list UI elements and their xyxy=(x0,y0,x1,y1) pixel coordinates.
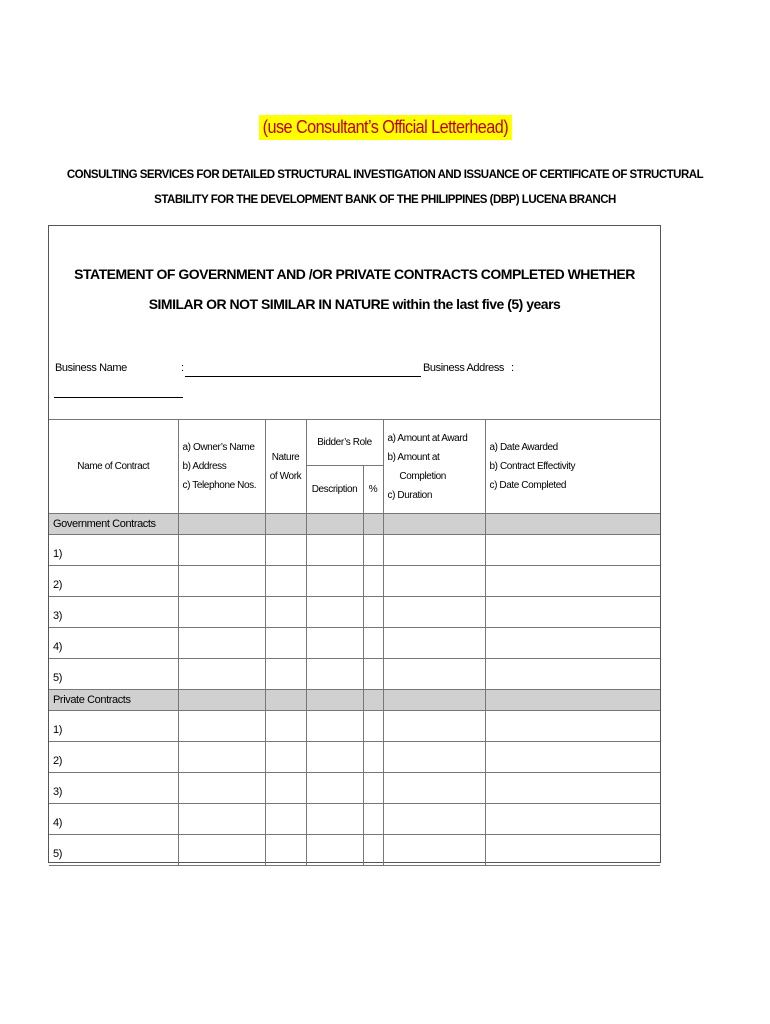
row-number: 4) xyxy=(53,641,62,653)
owner-cell[interactable] xyxy=(178,535,265,566)
amount-cell[interactable] xyxy=(383,773,485,804)
project-title-line1: CONSULTING SERVICES FOR DETAILED STRUCTURAL INVESTIGATION AND ISSUANCE OF CERTIFICATE OF STRUCTURAL xyxy=(66,169,704,181)
table-row xyxy=(49,535,660,566)
percent-cell[interactable] xyxy=(363,597,383,628)
dates-cell[interactable] xyxy=(485,597,660,628)
description-cell[interactable] xyxy=(306,597,363,628)
header-nature-line1: Nature xyxy=(271,451,300,463)
description-cell[interactable] xyxy=(306,711,363,742)
section-label-cell xyxy=(49,514,178,535)
header-amount xyxy=(383,420,485,514)
table-row xyxy=(49,835,660,866)
amount-cell[interactable] xyxy=(383,659,485,690)
row-number: 1) xyxy=(53,724,62,736)
header-percent xyxy=(363,466,383,514)
description-cell[interactable] xyxy=(306,835,363,866)
owner-cell[interactable] xyxy=(178,566,265,597)
table-row xyxy=(49,711,660,742)
owner-cell[interactable] xyxy=(178,773,265,804)
owner-cell[interactable] xyxy=(178,711,265,742)
row-number: 2) xyxy=(53,755,62,767)
table-header-row xyxy=(49,420,660,466)
header-percent-text: % xyxy=(368,484,378,495)
header-dates-line: b) Contract Effectivity xyxy=(489,461,576,472)
amount-cell[interactable] xyxy=(383,628,485,659)
section-label: Government Contracts xyxy=(53,518,156,530)
project-title xyxy=(60,163,710,213)
header-bidders-role-text: Bidder’s Role xyxy=(317,437,372,448)
description-cell[interactable] xyxy=(306,566,363,597)
section-label-cell xyxy=(49,690,178,711)
description-cell[interactable] xyxy=(306,535,363,566)
contract-name-cell[interactable] xyxy=(49,711,178,742)
percent-cell[interactable] xyxy=(363,566,383,597)
nature-cell[interactable] xyxy=(265,711,306,742)
business-name-field[interactable] xyxy=(185,376,421,377)
owner-cell[interactable] xyxy=(178,835,265,866)
contract-name-cell[interactable] xyxy=(49,659,178,690)
table-row xyxy=(49,597,660,628)
business-name-label: Business Name xyxy=(55,362,127,374)
header-amount-line: c) Duration xyxy=(387,489,433,501)
amount-cell[interactable] xyxy=(383,535,485,566)
table-row xyxy=(49,773,660,804)
nature-cell[interactable] xyxy=(265,804,306,835)
header-description-text: Description xyxy=(311,484,358,495)
header-amount-line: b) Amount at xyxy=(387,451,440,463)
contract-name-cell[interactable] xyxy=(49,566,178,597)
amount-cell[interactable] xyxy=(383,597,485,628)
contracts-table-wrap xyxy=(49,419,660,866)
description-cell[interactable] xyxy=(306,742,363,773)
dates-cell[interactable] xyxy=(485,742,660,773)
owner-cell[interactable] xyxy=(178,804,265,835)
statement-title-line2: SIMILAR OR NOT SIMILAR IN NATURE within the last five (5) years xyxy=(148,296,561,312)
owner-cell[interactable] xyxy=(178,742,265,773)
percent-cell[interactable] xyxy=(363,773,383,804)
table-row xyxy=(49,659,660,690)
percent-cell[interactable] xyxy=(363,628,383,659)
row-number: 5) xyxy=(53,672,62,684)
percent-cell[interactable] xyxy=(363,835,383,866)
header-name-of-contract-text: Name of Contract xyxy=(77,461,150,472)
header-dates-line: c) Date Completed xyxy=(489,480,567,491)
percent-cell[interactable] xyxy=(363,711,383,742)
contract-name-cell[interactable] xyxy=(49,742,178,773)
percent-cell[interactable] xyxy=(363,742,383,773)
contract-name-cell[interactable] xyxy=(49,835,178,866)
nature-cell[interactable] xyxy=(265,597,306,628)
header-nature-of-work xyxy=(265,420,306,514)
header-owner-line: a) Owner’s Name xyxy=(182,442,255,453)
statement-form xyxy=(48,225,661,863)
project-title-line2: STABILITY FOR THE DEVELOPMENT BANK OF THE PHILIPPINES (DBP) LUCENA BRANCH xyxy=(154,194,616,206)
percent-cell[interactable] xyxy=(363,535,383,566)
owner-cell[interactable] xyxy=(178,659,265,690)
header-amount-line: a) Amount at Award xyxy=(387,432,468,444)
nature-cell[interactable] xyxy=(265,566,306,597)
owner-cell[interactable] xyxy=(178,628,265,659)
dates-cell[interactable] xyxy=(485,628,660,659)
description-cell[interactable] xyxy=(306,804,363,835)
amount-cell[interactable] xyxy=(383,835,485,866)
row-number: 2) xyxy=(53,579,62,591)
nature-cell[interactable] xyxy=(265,773,306,804)
contract-name-cell[interactable] xyxy=(49,773,178,804)
section-row-private xyxy=(49,690,660,711)
table-row xyxy=(49,804,660,835)
header-description xyxy=(306,466,363,514)
description-cell[interactable] xyxy=(306,659,363,690)
dates-cell[interactable] xyxy=(485,566,660,597)
header-owner-line: c) Telephone Nos. xyxy=(182,480,257,491)
nature-cell[interactable] xyxy=(265,628,306,659)
header-nature-line2: of Work xyxy=(269,470,302,482)
statement-title-line1: STATEMENT OF GOVERNMENT AND /OR PRIVATE CONTRACTS COMPLETED WHETHER xyxy=(74,266,635,282)
statement-title xyxy=(49,259,660,319)
contract-name-cell[interactable] xyxy=(49,804,178,835)
business-name-field-continued[interactable] xyxy=(54,397,183,398)
table-row xyxy=(49,628,660,659)
letterhead-note-text: (use Consultant’s Official Letterhead) xyxy=(259,115,512,140)
description-cell[interactable] xyxy=(306,628,363,659)
row-number: 5) xyxy=(53,848,62,860)
row-number: 3) xyxy=(53,786,62,798)
percent-cell[interactable] xyxy=(363,659,383,690)
row-number: 1) xyxy=(53,548,62,560)
dates-cell[interactable] xyxy=(485,804,660,835)
nature-cell[interactable] xyxy=(265,835,306,866)
amount-cell[interactable] xyxy=(383,804,485,835)
dates-cell[interactable] xyxy=(485,711,660,742)
description-cell[interactable] xyxy=(306,773,363,804)
header-owner-line: b) Address xyxy=(182,461,227,472)
nature-cell[interactable] xyxy=(265,535,306,566)
contracts-table xyxy=(49,419,660,866)
business-name-colon: : xyxy=(181,362,185,374)
percent-cell[interactable] xyxy=(363,804,383,835)
dates-cell[interactable] xyxy=(485,535,660,566)
amount-cell[interactable] xyxy=(383,711,485,742)
dates-cell[interactable] xyxy=(485,835,660,866)
header-dates-line: a) Date Awarded xyxy=(489,442,558,453)
dates-cell[interactable] xyxy=(485,773,660,804)
contract-name-cell[interactable] xyxy=(49,535,178,566)
header-dates xyxy=(485,420,660,514)
contract-name-cell[interactable] xyxy=(49,597,178,628)
letterhead-note xyxy=(0,115,770,140)
row-number: 4) xyxy=(53,817,62,829)
header-bidders-role xyxy=(306,420,383,466)
nature-cell[interactable] xyxy=(265,742,306,773)
table-row xyxy=(49,566,660,597)
section-row-government xyxy=(49,514,660,535)
amount-cell[interactable] xyxy=(383,742,485,773)
dates-cell[interactable] xyxy=(485,659,660,690)
business-address-colon: : xyxy=(511,362,515,374)
header-owner xyxy=(178,420,265,514)
contract-name-cell[interactable] xyxy=(49,628,178,659)
section-label: Private Contracts xyxy=(53,694,131,706)
business-address-label: Business Address xyxy=(423,362,505,374)
table-row xyxy=(49,742,660,773)
nature-cell[interactable] xyxy=(265,659,306,690)
header-amount-line: Completion xyxy=(387,470,446,482)
owner-cell[interactable] xyxy=(178,597,265,628)
header-name-of-contract xyxy=(49,420,178,514)
amount-cell[interactable] xyxy=(383,566,485,597)
row-number: 3) xyxy=(53,610,62,622)
